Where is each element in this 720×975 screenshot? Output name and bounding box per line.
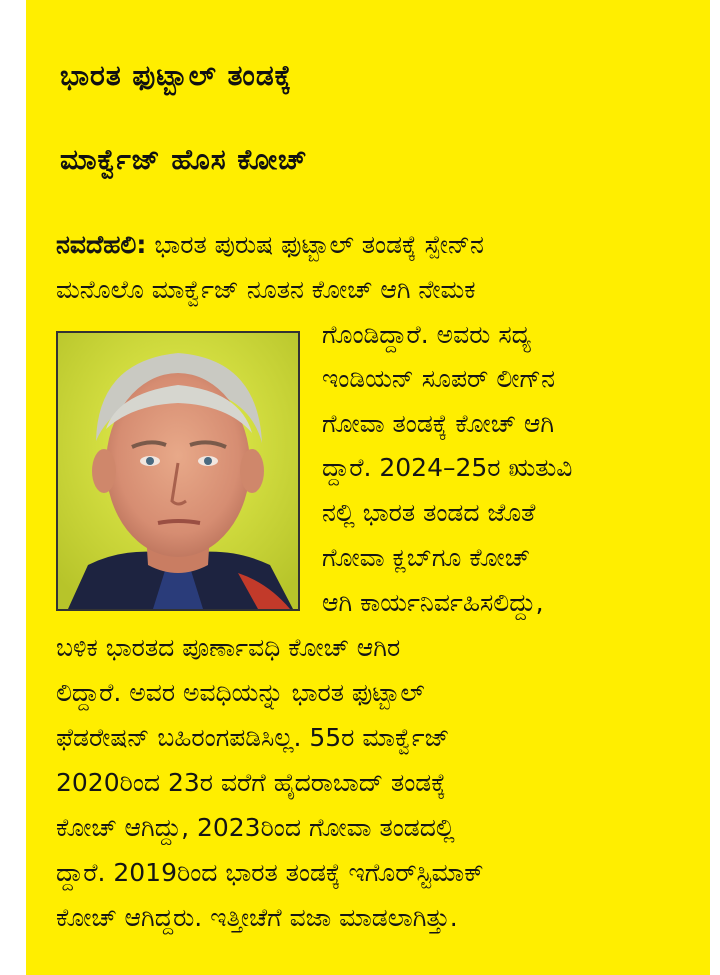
article-line: ಬಳಿಕ ಭಾರತದ ಪೂರ್ಣಾವಧಿ ಕೋಚ್ ಆಗಿರ bbox=[56, 633, 401, 662]
article-line: ಗೊಂಡಿದ್ದಾರೆ. ಅವರು ಸದ್ಯ bbox=[322, 320, 532, 349]
article-line: ಲಿದ್ದಾರೆ. ಅವರ ಅವಧಿಯನ್ನು ಭಾರತ ಫುಟ್ಬಾಲ್ bbox=[56, 678, 425, 707]
article-line bbox=[56, 230, 484, 260]
article-line: ಕೋಚ್ ಆಗಿದ್ದು, 2023ರಿಂದ ಗೋವಾ ತಂಡದಲ್ಲಿ bbox=[56, 813, 455, 842]
article-line: ಫೆಡರೇಷನ್ ಬಹಿರಂಗಪಡಿಸಿಲ್ಲ. 55ರ ಮಾರ್ಕ್ವೆಜ್ bbox=[56, 723, 450, 752]
article-line: ದ್ದಾರೆ. 2019ರಿಂದ ಭಾರತ ತಂಡಕ್ಕೆ ಇಗೊರ್‌ಸ್ಟಿಮಾಕ್ bbox=[56, 858, 484, 887]
article-line: ಇಂಡಿಯನ್ ಸೂಪರ್ ಲೀಗ್‌ನ bbox=[322, 364, 555, 393]
article-line: ಕೋಚ್ ಆಗಿದ್ದರು. ಇತ್ತೀಚೆಗೆ ವಜಾ ಮಾಡಲಾಗಿತ್ತು. bbox=[56, 903, 458, 932]
article-line: ಆಗಿ ಕಾರ್ಯನಿರ್ವಹಿಸಲಿದ್ದು, bbox=[322, 588, 544, 617]
article-line: ಮನೊಲೊ ಮಾರ್ಕ್ವೆಜ್ ನೂತನ ಕೋಚ್ ಆಗಿ ನೇಮಕ bbox=[56, 275, 476, 304]
coach-photo bbox=[56, 331, 300, 611]
article-line: ನಲ್ಲಿ ಭಾರತ ತಂಡದ ಜೊತೆ bbox=[322, 498, 536, 527]
article-line: ಗೋವಾ ತಂಡಕ್ಕೆ ಕೋಚ್ ಆಗಿ bbox=[322, 409, 555, 438]
headline bbox=[60, 34, 700, 202]
news-clipping bbox=[26, 0, 710, 975]
article-line: ದ್ದಾರೆ. 2024–25ರ ಋತುವಿ bbox=[322, 453, 573, 482]
article-line: ಗೋವಾ ಕ್ಲಬ್‌ಗೂ ಕೋಚ್ bbox=[322, 543, 530, 572]
headline-line-2: ಮಾರ್ಕ್ವೆಜ್ ಹೊಸ ಕೋಚ್ bbox=[60, 143, 308, 176]
dateline: ನವದೆಹಲಿ: bbox=[56, 230, 147, 259]
headline-line-1: ಭಾರತ ಫುಟ್ಬಾಲ್ ತಂಡಕ್ಕೆ bbox=[60, 59, 293, 92]
article-line-text: ಭಾರತ ಪುರುಷ ಫುಟ್ಬಾಲ್ ತಂಡಕ್ಕೆ ಸ್ಪೇನ್‌ನ bbox=[154, 230, 484, 259]
article-line: 2020ರಿಂದ 23ರ ವರೆಗೆ ಹೈದರಾಬಾದ್ ತಂಡಕ್ಕೆ bbox=[56, 768, 446, 797]
coach-portrait-image bbox=[58, 333, 298, 609]
